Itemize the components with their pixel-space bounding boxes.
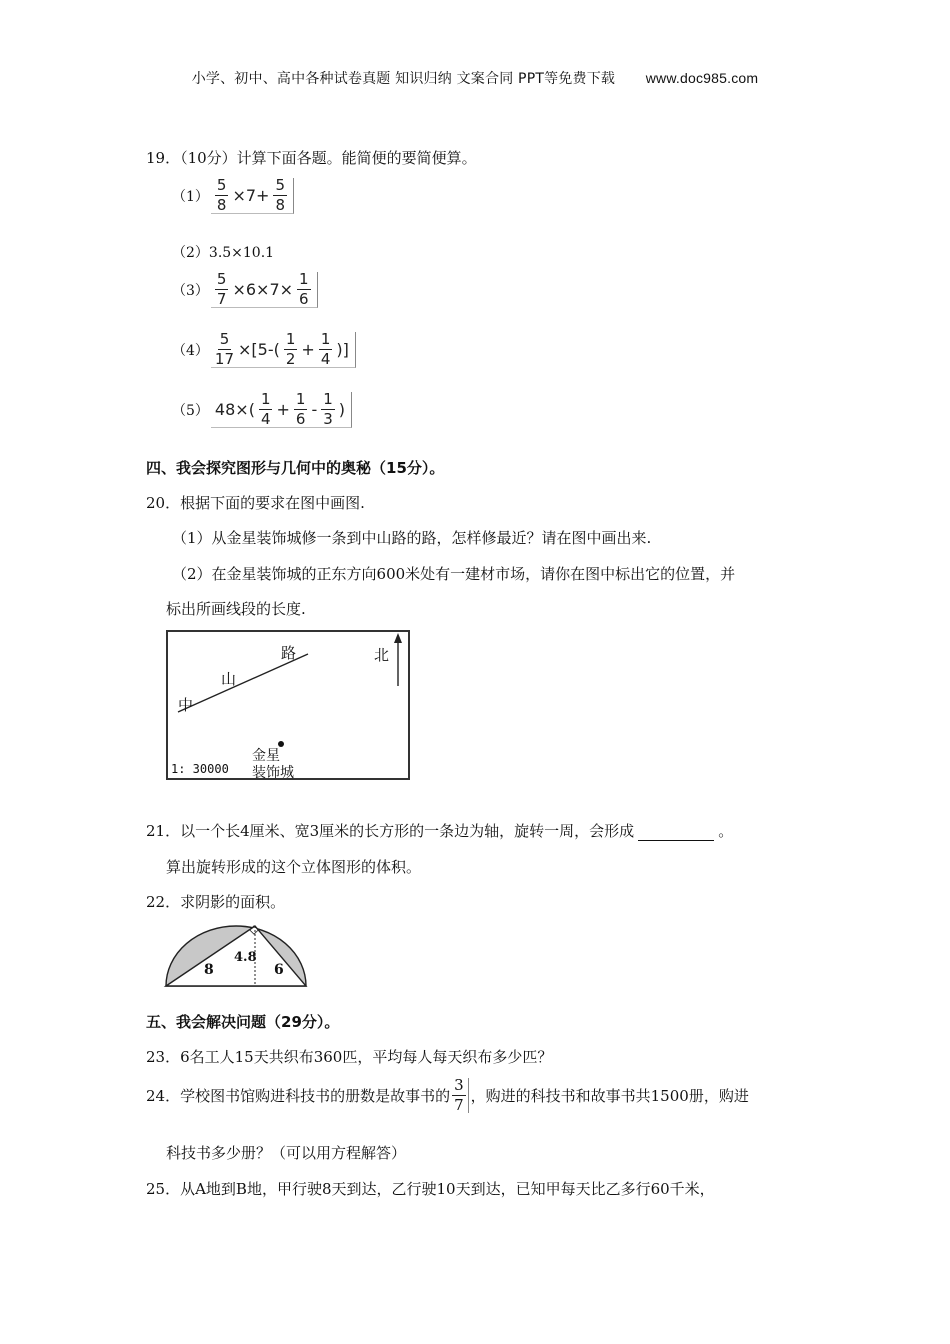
q20-title: 20．根据下面的要求在图中画图. (146, 494, 365, 512)
road-label-2: 山 (221, 670, 237, 688)
fraction: $\frac{3}{7}$ (452, 1078, 469, 1113)
fraction: $\frac{1}{6}$ (299, 270, 309, 308)
q20-part2: （2）在金星装饰城的正东方向600米处有一建材市场，请你在图中标出它的位置，并 (172, 565, 736, 583)
q19-part2: （2）3.5×10.1 (172, 245, 275, 261)
map-scale: 1: 30000 (171, 762, 229, 776)
math-image: 48×( $\frac{1}{4}$ + $\frac{1}{6}$ - $\frac{1}{3}$ ) (211, 392, 352, 428)
part-label: （1） (172, 189, 209, 205)
q19-part4 (172, 332, 356, 368)
q21-text-b: 算出旋转形成的这个立体图形的体积。 (166, 858, 422, 876)
part-label: （5） (172, 403, 209, 419)
q24-text (146, 1078, 749, 1113)
fraction: $\frac{1}{4}$ (320, 330, 331, 368)
label-side-6: 6 (274, 962, 284, 978)
q24-text-a-end: ，购进的科技书和故事书共1500册，购进 (470, 1087, 749, 1105)
fraction: $\frac{5}{7}$ (216, 270, 227, 308)
q20-part1: （1）从金星装饰城修一条到中山路的路，怎样修最近？请在图中画出来. (172, 529, 652, 547)
place-label-1: 金星 (252, 748, 280, 764)
north-arrow-icon (394, 633, 402, 643)
q19-title: 19．（10分）计算下面各题。能简便的要简便算。 (146, 149, 477, 167)
place-label-2: 装饰城 (252, 765, 294, 781)
answer-blank[interactable] (638, 826, 714, 841)
fraction: $\frac{1}{6}$ (295, 390, 306, 428)
q23-text: 23．6名工人15天共织布360匹，平均每人每天织布多少匹？ (146, 1048, 553, 1066)
q21-text-a: 21．以一个长4厘米、宽3厘米的长方形的一条边为轴，旋转一周，会形成 (146, 822, 635, 840)
section-5-title: 五、我会解决问题（29分）。 (146, 1013, 340, 1031)
part-label: （3） (172, 283, 209, 299)
q20-part2-cont: 标出所画线段的长度. (166, 600, 306, 618)
math-image: $\frac{5}{8}$ ×7+ $\frac{5}{8}$ (211, 178, 294, 214)
q21-text (146, 820, 733, 841)
part-label: （4） (172, 343, 209, 359)
q19-part3 (172, 272, 318, 308)
fraction: $\frac{5}{17}$ (214, 330, 235, 368)
map-figure (166, 630, 410, 780)
q22-title: 22．求阴影的面积。 (146, 893, 286, 911)
road-label-1: 中 (178, 696, 194, 714)
road-label-3: 路 (281, 644, 297, 662)
header-text: 小学、初中、高中各种试卷真题 知识归纳 文案合同 PPT等免费下载 (191, 71, 616, 87)
math-image: $\frac{5}{7}$ ×6×7× $\frac{1}{6}$ (211, 272, 318, 308)
label-height: 4.8 (234, 950, 257, 965)
label-side-8: 8 (204, 962, 214, 978)
math-image: $\frac{5}{17}$ ×[5-( $\frac{1}{2}$ + $\frac{1}{4}$ )] (211, 332, 356, 368)
section-4-title: 四、我会探究图形与几何中的奥秘（15分）。 (146, 459, 445, 477)
fraction: $\frac{1}{3}$ (323, 390, 333, 428)
q24-text-a: 24．学校图书馆购进科技书的册数是故事书的 (146, 1087, 451, 1105)
page-header (0, 68, 950, 88)
fraction: $\frac{5}{8}$ (216, 176, 227, 214)
fraction: $\frac{1}{4}$ (260, 390, 271, 428)
shaded-figure (162, 922, 310, 990)
q19-part1 (172, 178, 294, 214)
q24-text-b: 科技书多少册？（可以用方程解答） (166, 1144, 407, 1162)
header-url[interactable]: www.doc985.com (645, 70, 759, 86)
fraction: $\frac{5}{8}$ (275, 176, 286, 214)
q21-text-end: 。 (718, 822, 734, 840)
q25-text: 25．从A地到B地，甲行驶8天到达，乙行驶10天到达，已知甲每天比乙多行60千米， (146, 1180, 715, 1198)
north-label: 北 (374, 646, 390, 664)
q19-part5 (172, 392, 352, 428)
fraction: $\frac{1}{2}$ (285, 330, 296, 368)
